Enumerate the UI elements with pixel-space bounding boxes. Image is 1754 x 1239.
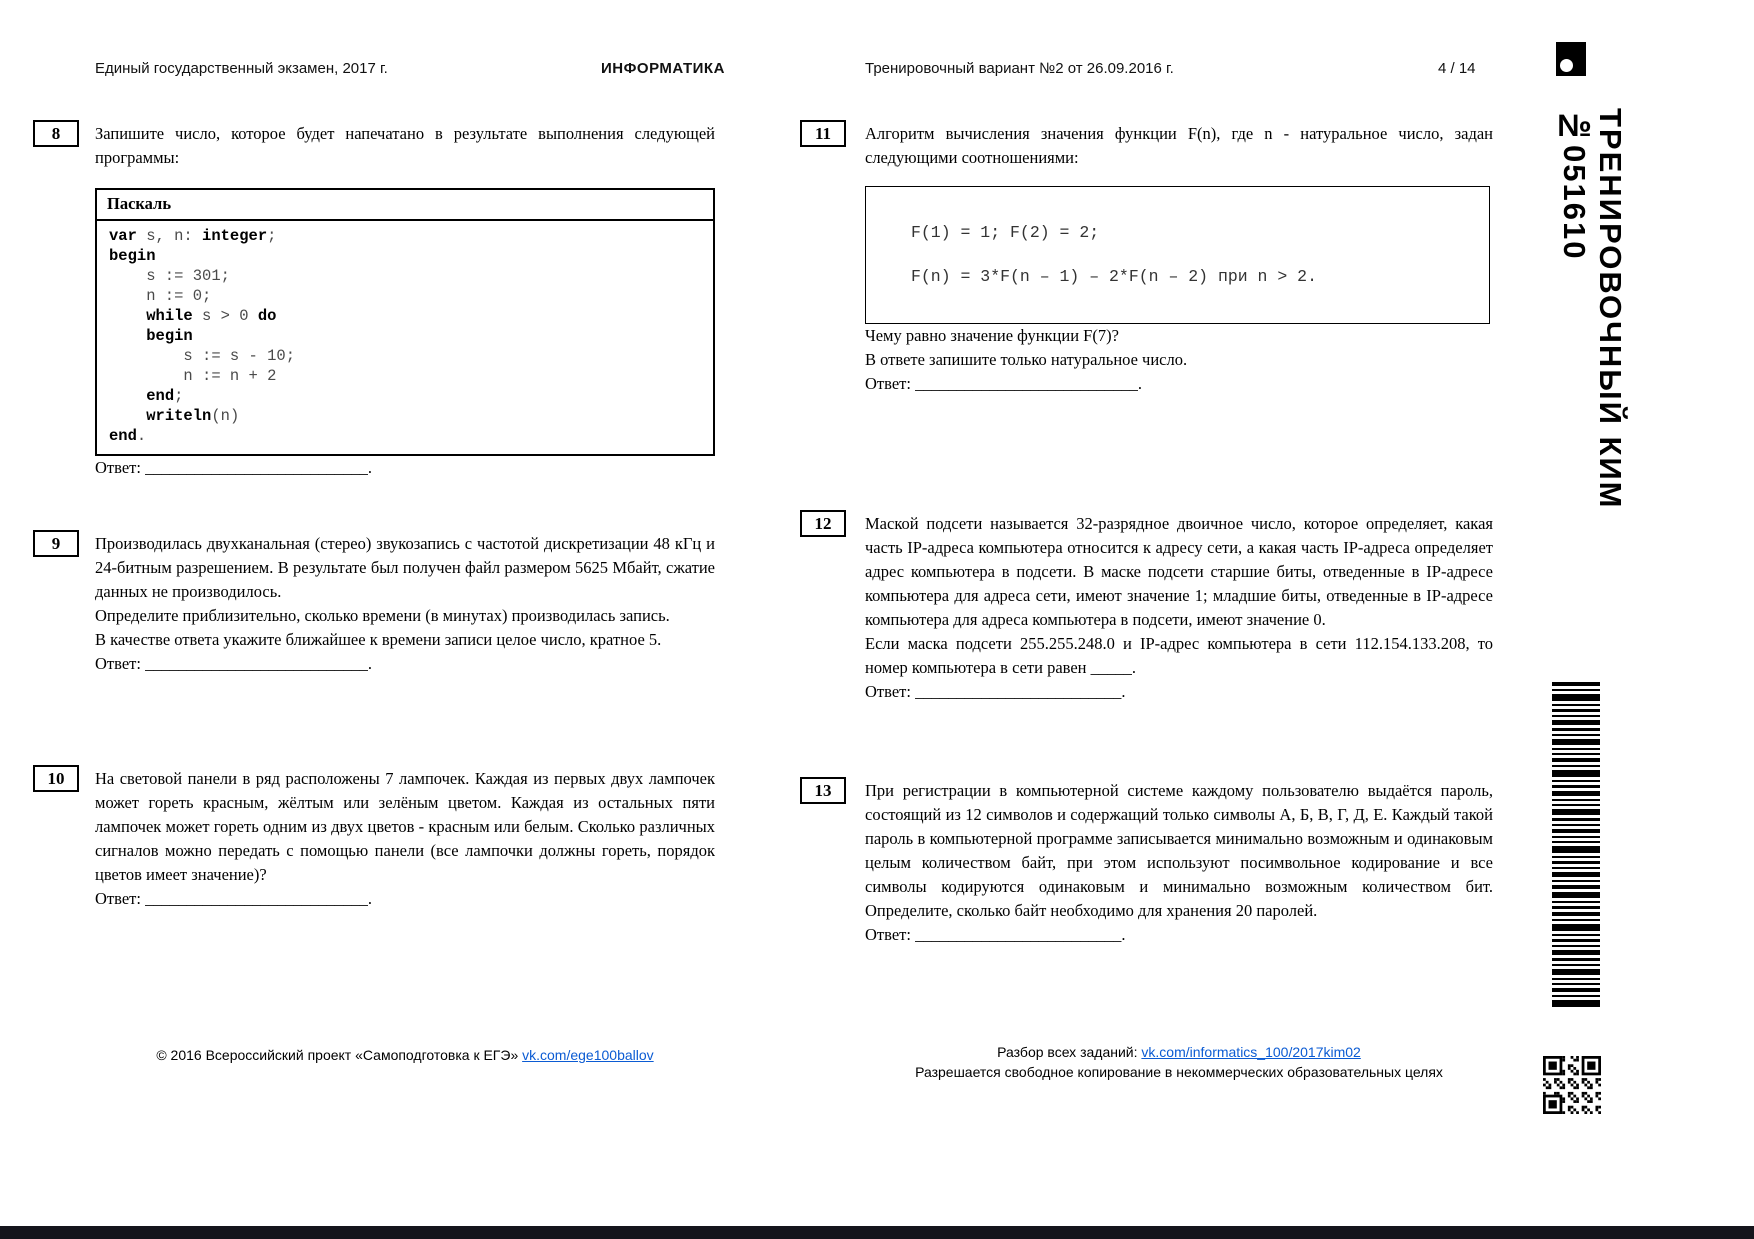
question-12-answer-line: Ответ: _________________________. [865,682,1126,701]
question-13-text: При регистрации в компьютерной системе каждому пользователю выдаётся пароль, состоящий из 12 символов и содержащий только символы А, Б, В, Г, Д, Е. Каждый такой пароль в компьютерной программе записывается минимально возможным и одинаковым целым количеством байт, при этом используют посимвольное кодирование и все символы кодируются одинаковым и минимально возможным количеством бит. Определите, сколько байт необходимо для хранения 20 паролей. [865,781,1493,920]
footer-info [865,1042,1493,1082]
copyright-vk-link[interactable]: vk.com/ege100ballov [522,1047,654,1063]
pascal-code-title: Паскаль [97,190,713,221]
copyright-text: © 2016 Всероссийский проект «Самоподготовка к ЕГЭ» [156,1047,523,1063]
question-8 [33,122,715,480]
pascal-code-box [95,188,715,456]
question-8-answer-line: Ответ: ___________________________. [95,458,372,477]
question-11-answer-line: Ответ: ___________________________. [865,374,1142,393]
publisher-logo [1556,42,1586,76]
solutions-label: Разбор всех заданий: [997,1044,1142,1060]
pascal-code: var s, n: integer; begin s := 301; n := 0; while s > 0 do begin s := s - 10; n := n + 2 end; writeln(n) end. [109,227,296,445]
vertical-kim-title: ТРЕНИРОВОЧНЫЙ КИМ №051610 [1557,108,1628,510]
question-9-answer-line: Ответ: ___________________________. [95,654,372,673]
barcode [1552,682,1600,1012]
solutions-line [865,1042,1493,1062]
header-page-number: 4 / 14 [1438,60,1476,77]
header-subject: ИНФОРМАТИКА [601,60,725,77]
header-exam-name: Единый государственный экзамен, 2017 г. [95,60,388,77]
qr-code [1543,1056,1601,1114]
question-9 [33,532,715,676]
question-11-text-2: Чему равно значение функции F(7)? [865,326,1119,345]
question-9-text-2: Определите приблизительно, сколько времени (в минутах) производилась запись. [95,606,670,625]
question-10-text: На световой панели в ряд расположены 7 лампочек. Каждая из первых двух лампочек может гореть красным, жёлтым или зелёным цветом. Каждая из остальных пяти лампочек может гореть одним из двух цветов - красным или белым. Сколько различных сигналов можно передать с помощью панели (все лампочки должны гореть, порядок цветов имеет значение)? [95,769,715,884]
question-12 [800,512,1493,704]
question-11 [800,122,1493,396]
question-8-text: Запишите число, которое будет напечатано в результате выполнения следующей программы: [95,124,715,167]
question-12-text-2: Если маска подсети 255.255.248.0 и IP-адрес компьютера в сети 112.154.133.208, то номер компьютера в сети равен _____. [865,634,1493,677]
question-9-text: Производилась двухканальная (стерео) звукозапись с частотой дискретизации 48 кГц и 24-битным разрешением. В результате был получен файл размером 5625 Мбайт, сжатие данных не производилось. [95,534,715,601]
question-10-answer-line: Ответ: ___________________________. [95,889,372,908]
formula-line-2: F(n) = 3*F(n – 1) – 2*F(n – 2) при n > 2. [911,267,1317,286]
formula-line-1: F(1) = 1; F(2) = 2; [911,223,1100,242]
question-12-number: 12 [800,510,846,537]
solutions-vk-link[interactable]: vk.com/informatics_100/2017kim02 [1141,1044,1361,1060]
license-text: Разрешается свободное копирование в некоммерческих образовательных целях [915,1064,1443,1080]
question-11-text-3: В ответе запишите только натуральное число. [865,350,1188,369]
question-13-answer-line: Ответ: _________________________. [865,925,1126,944]
question-13-number: 13 [800,777,846,804]
question-13 [800,779,1493,947]
bottom-bar [0,1226,1754,1239]
question-11-number: 11 [800,120,846,147]
question-9-text-3: В качестве ответа укажите ближайшее к времени записи целое число, кратное 5. [95,630,662,649]
question-9-number: 9 [33,530,79,557]
question-10 [33,767,715,911]
question-8-number: 8 [33,120,79,147]
question-12-text: Маской подсети называется 32-разрядное двоичное число, которое определяет, какая часть IP-адреса компьютера относится к адресу сети, а какая часть IP-адреса определяет адрес компьютера в подсети. В маске подсети старшие биты, отведенные в IP-адресе компьютера для адреса сети, имеют значение 1; младшие биты, отведенные в IP-адресе компьютера для адреса компьютера в подсети, имеют значение 0. [865,514,1493,629]
question-10-number: 10 [33,765,79,792]
question-11-text: Алгоритм вычисления значения функции F(n), где n - натуральное число, задан следующими соотношениями: [865,124,1493,167]
footer-copyright [95,1047,715,1063]
header-variant: Тренировочный вариант №2 от 26.09.2016 г. [865,60,1174,77]
formula-box [865,186,1490,324]
